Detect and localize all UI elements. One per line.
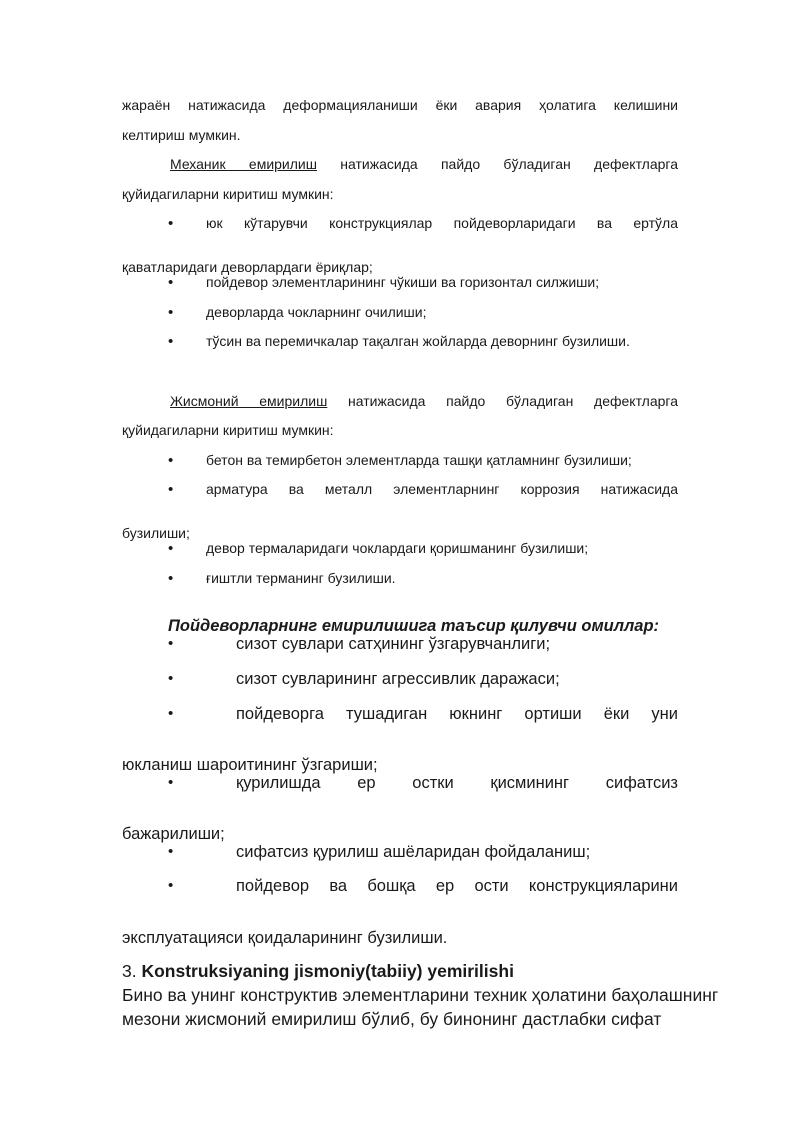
list-item xyxy=(168,627,678,661)
section-line-1: Бино ва унинг конструктив элементларини техник ҳолатини баҳолашнинг xyxy=(122,984,719,1005)
bullet-icon: • xyxy=(168,540,174,557)
list-item xyxy=(168,475,678,505)
list-item xyxy=(168,835,678,869)
list-item-text: қурилишда ер остки қисмининг сифатсиз xyxy=(236,774,678,792)
list-item xyxy=(168,766,678,800)
intro-line-1: жараён натижасида деформацияланиши ёки авария ҳолатига келишини xyxy=(122,97,678,113)
mechanical-lead-rest: натижасида пайдо бўладиган дефектларга xyxy=(316,156,678,172)
section-title: Konstruksiyaning jismoniy(tabiiy) yemirilishi xyxy=(141,960,514,981)
list-item-text: ғиштли терманинг бузилиши. xyxy=(206,570,396,586)
list-item-text: деворларда чокларнинг очилиши; xyxy=(206,304,427,320)
list-item xyxy=(168,446,678,476)
intro-line-2: келтириш мумкин. xyxy=(122,127,241,143)
bullet-icon: • xyxy=(168,705,174,722)
list-item xyxy=(168,697,678,731)
physical-lead xyxy=(122,387,678,417)
list-item xyxy=(168,327,678,357)
physical-term: Жисмоний емирилиш xyxy=(170,393,328,409)
mechanical-lead xyxy=(122,150,678,180)
list-item-text: пойдевор элементларининг чўкиши ва горизонтал силжиши; xyxy=(206,274,600,290)
list-item-text: сизот сувларининг агрессивлик даражаси; xyxy=(236,670,560,688)
list-item-continuation: эксплуатацияси қоидаларининг бузилиши. xyxy=(122,928,448,947)
physical-lead-rest: натижасида пайдо бўладиган дефектларга xyxy=(327,393,679,409)
list-item-text: сизот сувлари сатҳининг ўзгарувчанлиги; xyxy=(236,635,551,653)
bullet-icon: • xyxy=(168,215,174,232)
bullet-icon: • xyxy=(168,843,174,860)
bullet-icon: • xyxy=(168,274,174,291)
bullet-icon: • xyxy=(168,670,174,687)
bullet-icon: • xyxy=(168,774,174,791)
list-item-continuation: қаватларидаги деворлардаги ёриқлар; xyxy=(122,259,373,275)
list-item-text: пойдеворга тушадиган юкнинг ортиши ёки уни xyxy=(236,705,678,723)
list-item-text: юк кўтарувчи конструкциялар пойдеворларидаги ва ертўла xyxy=(206,215,678,231)
bullet-icon: • xyxy=(168,304,174,321)
list-item-text: девор термаларидаги чоклардаги қоришманинг бузилиши; xyxy=(206,540,589,556)
mechanical-term: Механик емирилиш xyxy=(170,156,317,172)
section-line-2: мезони жисмоний емирилиш бўлиб, бу бинонинг дастлабки сифат xyxy=(122,1008,662,1029)
list-item xyxy=(168,268,678,298)
list-item xyxy=(168,662,678,696)
bullet-icon: • xyxy=(168,452,174,469)
list-item xyxy=(168,209,678,239)
list-item-text: пойдевор ва бошқа ер ости конструкцияларини xyxy=(236,877,678,895)
list-item-text: сифатсиз қурилиш ашёларидан фойдаланиш; xyxy=(236,843,591,861)
mechanical-lead-line2: қуйидагиларни киритиш мумкин: xyxy=(122,186,334,202)
bullet-icon: • xyxy=(168,877,174,894)
list-item-continuation: бузилиши; xyxy=(122,525,190,541)
bullet-icon: • xyxy=(168,481,174,498)
list-item xyxy=(168,534,678,564)
list-item-continuation: юкланиш шароитининг ўзгариши; xyxy=(122,755,378,774)
factors-heading: Пойдеворларнинг емирилишига таъсир қилувчи омиллар: xyxy=(168,616,660,635)
bullet-icon: • xyxy=(168,635,174,652)
list-item xyxy=(168,298,678,328)
list-item-text: арматура ва металл элементларнинг коррозия натижасида xyxy=(206,481,678,497)
list-item-text: тўсин ва перемичкалар тақалган жойларда деворнинг бузилиши. xyxy=(206,333,630,349)
list-item-continuation: бажарилиши; xyxy=(122,824,225,843)
list-item xyxy=(168,564,678,594)
list-item xyxy=(168,869,678,903)
section-heading xyxy=(122,960,514,983)
bullet-icon: • xyxy=(168,570,174,587)
bullet-icon: • xyxy=(168,333,174,350)
section-number: 3. xyxy=(122,960,137,981)
physical-lead-line2: қуйидагиларни киритиш мумкин: xyxy=(122,422,334,438)
list-item-text: бетон ва темирбетон элементларда ташқи қатламнинг бузилиши; xyxy=(206,452,632,468)
